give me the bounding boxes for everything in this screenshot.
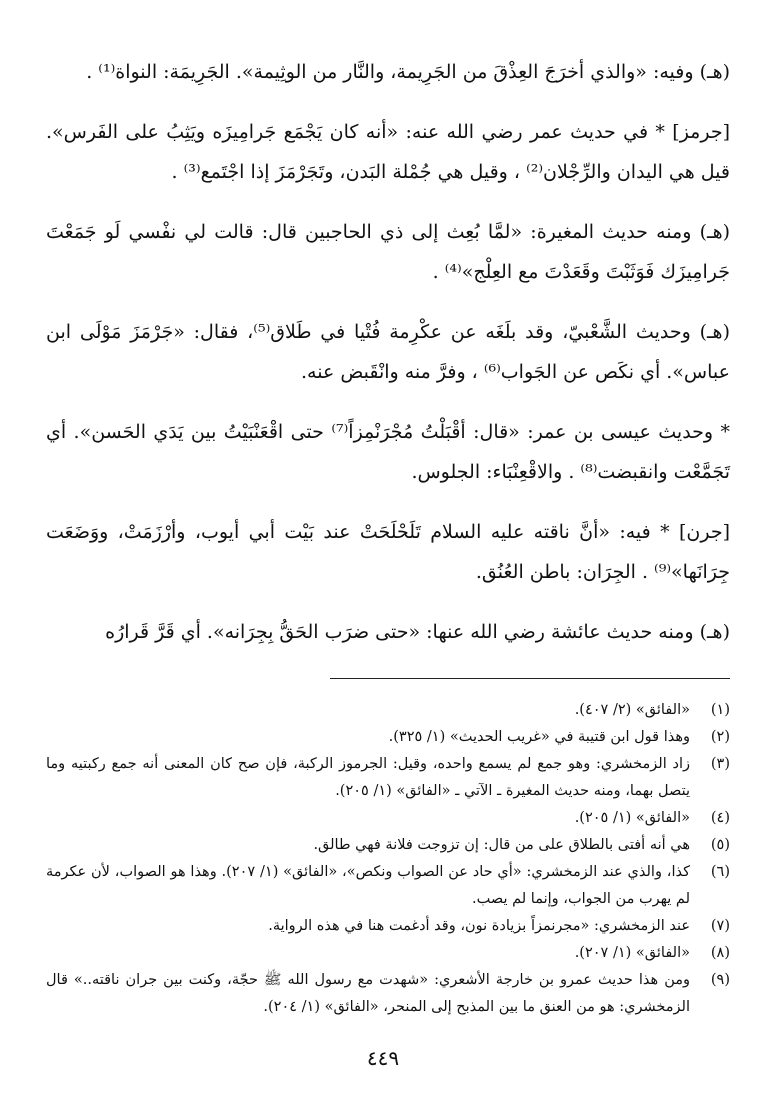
footnote	[46, 805, 730, 832]
main-text	[46, 52, 730, 652]
footnote-text: ومن هذا حديث عمرو بن خارجة الأشعري: «شهدت مع رسول الله ﷺ حجّة، وكنت بين جران ناقته..» قال الزمخشري: هو من العنق ما بين المذبح إلى المنحر، «الفائق» (١/ ٢٠٤).	[46, 972, 690, 1015]
paragraph: * وحديث عيسى بن عمر: «قال: أقْبَلْتُ مُجْرَنْمِزاً⁽⁷⁾ حتى اقْعَنْبَيْتُ بين يَدَي الحَسن». أي تَجَمَّعْت وانقبضت⁽⁸⁾ . والاقْعِنْبَاء: الجلوس.	[46, 421, 730, 483]
footnote	[46, 724, 730, 751]
paragraph: [جرن] * فيه: «أنَّ ناقته عليه السلام تَلَحْلَحَتْ عند بَيْت أبي أيوب، وأرْزَمَتْ، ووَضَعَت جِرَانَها»⁽⁹⁾ . الجِرَان: باطن العُنُق.	[46, 521, 730, 583]
footnote-text: «الفائق» (٢/ ٤٠٧).	[574, 702, 690, 718]
footnote-text: هي أنه أفتى بالطلاق على من قال: إن تزوجت فلانة فهي طالق.	[313, 837, 690, 853]
footnote-text: «الفائق» (١/ ٢٠٥).	[574, 810, 690, 826]
footnote	[46, 859, 730, 913]
footnote	[46, 913, 730, 940]
footnote-number: (٢)	[710, 729, 730, 745]
paragraph: (هـ) ومنه حديث المغيرة: «لمَّا بُعِث إلى ذي الحاجبين قال: قالت لي نفْسي لَو جَمَعْتَ جَرامِيزَك فَوَثَبْتَ وقَعَدْتَ مع العِلْج»⁽⁴⁾ .	[46, 221, 730, 283]
paragraph: (هـ) وحديث الشَّعْبيّ، وقد بلَغَه عن عكْرِمة فُتْيا في طَلاق⁽⁵⁾، فقال: «جَرْمَزَ مَوْلَى ابن عباس». أي نكَص عن الجَواب⁽⁶⁾ ، وفرَّ منه وانْقَبض عنه.	[46, 321, 730, 383]
footnote	[46, 940, 730, 967]
footnote-number: (٥)	[710, 837, 730, 853]
footnote-text: زاد الزمخشري: وهو جمع لم يسمع واحده، وقيل: الجرموز الركبة، فإن صح كان المعنى أنه جمع ركبتيه وما يتصل بهما، ومنه حديث المغيرة ـ الآتي ـ «الفائق» (١/ ٢٠٥).	[46, 756, 690, 799]
paragraph: (هـ) وفيه: «والذي أخرَجَ العِذْقَ من الجَرِيمة، والنَّار من الوثِيمة». الجَرِيمَة: النواة⁽¹⁾ .	[86, 61, 730, 83]
page-number: ٤٤٩	[366, 1046, 400, 1070]
footnote-number: (٦)	[710, 864, 730, 880]
footnote	[46, 967, 730, 1021]
footnote-number: (٩)	[710, 972, 730, 988]
footnote-number: (٣)	[710, 756, 730, 772]
footnote-number: (٨)	[710, 945, 730, 961]
footnote	[46, 751, 730, 805]
footnote-number: (١)	[710, 702, 730, 718]
footnote-text: «الفائق» (١/ ٢٠٧).	[574, 945, 690, 961]
paragraph: (هـ) ومنه حديث عائشة رضي الله عنها: «حتى ضرَب الحَقُّ بِجِرَانه». أي قَرَّ قَرارُه	[105, 621, 730, 643]
footnote-number: (٧)	[710, 918, 730, 934]
paragraph: [جرمز] * في حديث عمر رضي الله عنه: «أنه كان يَجْمَع جَرامِيزَه ويَثِبُ على الفَرس». قيل هي اليدان والرِّجْلان⁽²⁾ ، وقيل هي جُمْلة البَدن، وتَجَرْمَزَ إذا اجْتَمع⁽³⁾ .	[46, 121, 730, 183]
footnote	[46, 832, 730, 859]
footnote	[46, 697, 730, 724]
footnote-text: وهذا قول ابن قتيبة في «غريب الحديث» (١/ ٣٢٥).	[388, 729, 690, 745]
footnote-divider	[330, 678, 730, 679]
footnote-number: (٤)	[710, 810, 730, 826]
footnotes	[46, 697, 730, 1021]
footnote-text: عند الزمخشري: «مجرنمزاً بزيادة نون، وقد أدغمت هنا في هذه الرواية.	[268, 918, 690, 934]
footnote-text: كذا، والذي عند الزمخشري: «أي حاد عن الصواب ونكص»، «الفائق» (١/ ٢٠٧). وهذا هو الصواب، لأن عكرمة لم يهرب من الجواب، وإنما لم يصب.	[46, 864, 690, 907]
